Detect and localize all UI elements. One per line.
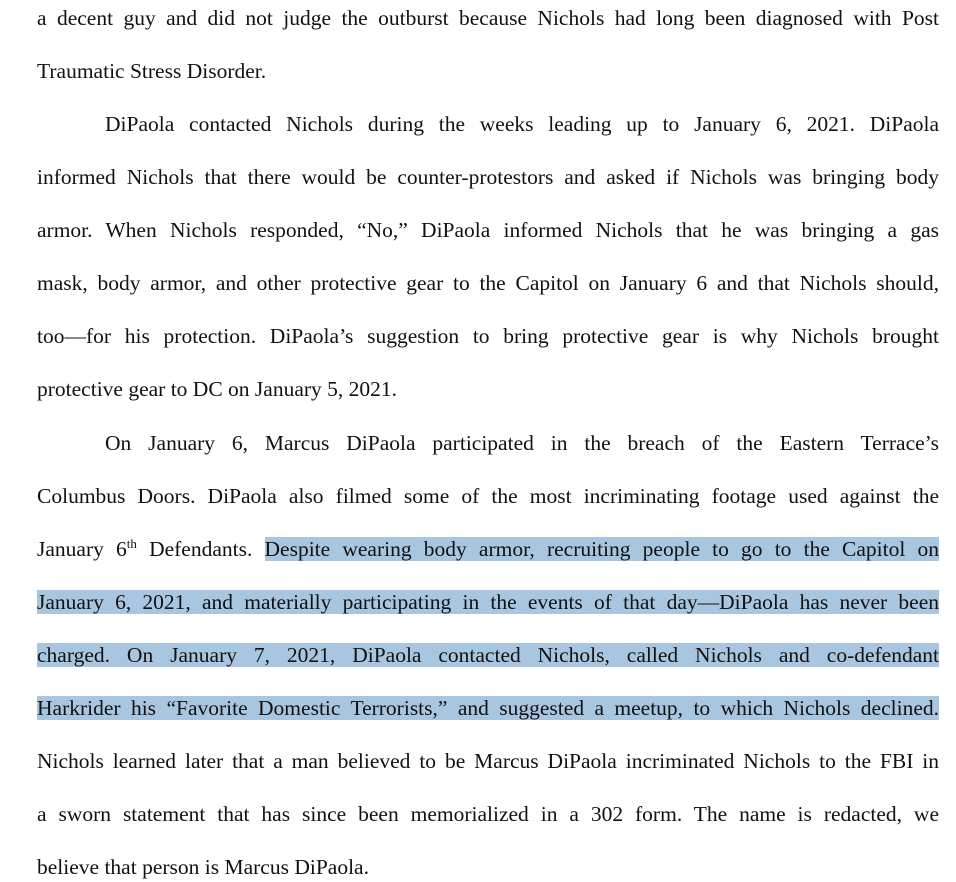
highlighted-text: charged. On January 7, 2021, DiPaola contacted Nichols, called Nichols and co-defendant [37,643,939,667]
paragraph-first-line [37,428,939,458]
text-line: Nichols learned later that a man believed to be Marcus DiPaola incriminated Nichols to the FBI in [37,749,939,773]
text-line: DiPaola contacted Nichols during the weeks leading up to January 6, 2021. DiPaola [105,112,939,136]
highlighted-line [37,587,939,617]
highlighted-line [37,693,939,723]
highlighted-line [37,640,939,670]
text-line: protective gear to DC on January 5, 2021. [37,377,398,401]
mixed-highlight-line [37,534,939,564]
text-line: a decent guy and did not judge the outburst because Nichols had long been diagnosed with Post [37,6,939,30]
text-segment: January 6 [37,537,127,561]
text-line: informed Nichols that there would be counter-protestors and asked if Nichols was bringing body [37,165,939,189]
text-line: mask, body armor, and other protective gear to the Capitol on January 6 and that Nichols should, [37,271,939,295]
text-line: Columbus Doors. DiPaola also filmed some of the most incriminating footage used against the [37,484,939,508]
text-line: armor. When Nichols responded, “No,” DiPaola informed Nichols that he was bringing a gas [37,218,939,242]
text-line: believe that person is Marcus DiPaola. [37,855,369,879]
superscript: th [126,536,137,551]
paragraph-first-line [37,109,939,139]
highlighted-text: Despite wearing body armor, recruiting people to go to the Capitol on [264,537,939,561]
text-line: Traumatic Stress Disorder. [37,59,267,83]
highlighted-text: January 6, 2021, and materially participating in the events of that day—DiPaola has never been [37,590,939,614]
text-line: too—for his protection. DiPaola’s suggestion to bring protective gear is why Nichols brought [37,324,939,348]
highlighted-text: Harkrider his “Favorite Domestic Terrorists,” and suggested a meetup, to which Nichols declined. [37,696,939,720]
text-segment: Defendants. [136,537,265,561]
text-line: a sworn statement that has since been memorialized in a 302 form. The name is redacted, we [37,802,939,826]
text-line: On January 6, Marcus DiPaola participated in the breach of the Eastern Terrace’s [105,431,939,455]
